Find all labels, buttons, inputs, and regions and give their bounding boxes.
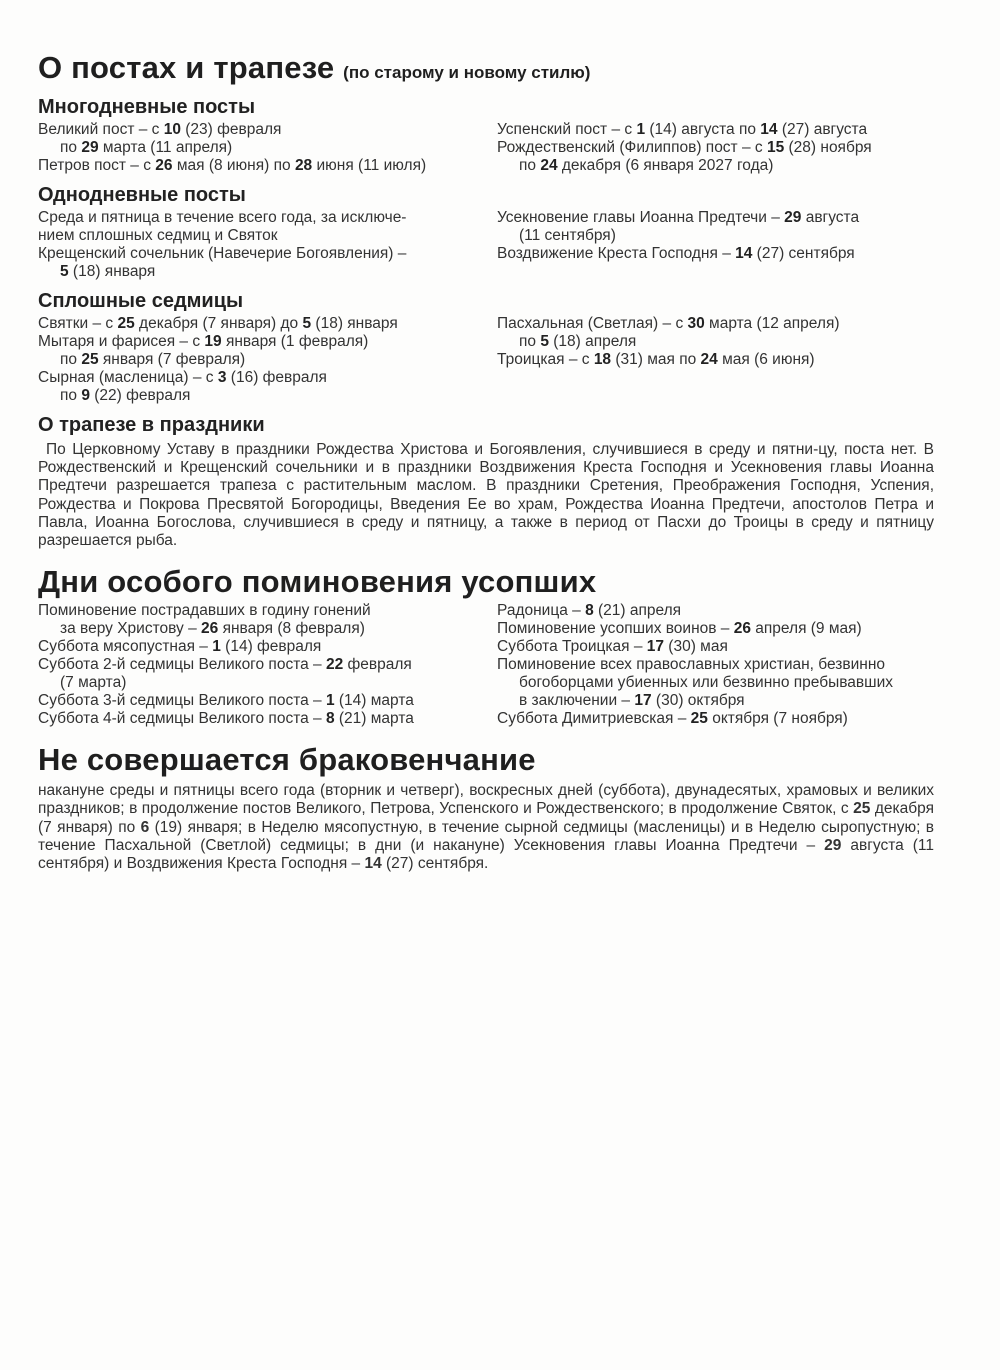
bold-number: 25 [117, 315, 135, 332]
list-item-line: Среда и пятница в течение всего года, за исключе- [38, 209, 407, 226]
list-item-line: по 29 марта (11 апреля) [60, 139, 233, 156]
continuous-weeks-list [38, 315, 934, 405]
list-item [38, 245, 475, 281]
multi-day-fasts-list [38, 121, 934, 175]
weeks-right [497, 315, 934, 405]
list-item-line: нием сплошных седмиц и Святок [38, 227, 278, 244]
memorial-left [38, 602, 475, 728]
list-item-line: Сырная (масленица) – с 3 (16) февраля [38, 369, 327, 386]
bold-number: 30 [687, 315, 705, 332]
list-item-line: Усекновение главы Иоанна Предтечи – 29 августа [497, 209, 860, 226]
list-item [38, 710, 475, 728]
list-item [38, 157, 475, 175]
list-item-line: по 5 (18) апреля [519, 333, 637, 350]
bold-number: 5 [60, 263, 69, 280]
bold-number: 24 [700, 351, 718, 368]
bold-number: 28 [294, 157, 313, 174]
list-item-line: по 9 (22) февраля [60, 387, 191, 404]
list-item-line: Рождественский (Филиппов) пост – с 15 (28) ноября [497, 139, 872, 156]
single-day-fasts-heading: Однодневные посты [38, 184, 246, 206]
list-item-line: Святки – с 25 декабря (7 января) до 5 (18) января [38, 315, 398, 332]
list-item-line: (11 сентября) [519, 227, 616, 244]
list-item [497, 139, 934, 175]
list-item [497, 638, 934, 656]
single-left [38, 209, 475, 281]
multi-right [497, 121, 934, 175]
list-item [38, 638, 475, 656]
list-item [38, 333, 475, 369]
bold-number: 6 [140, 818, 150, 836]
bold-number: 29 [824, 836, 842, 854]
list-item-line: Крещенский сочельник (Навечерие Богоявления) – [38, 245, 407, 262]
bold-number: 19 [204, 333, 222, 350]
memorial-right [497, 602, 934, 728]
list-item [497, 245, 934, 263]
bold-number: 5 [302, 315, 312, 332]
bold-number: 1 [636, 121, 646, 138]
bold-number: 18 [593, 351, 612, 368]
single-day-fasts-list [38, 209, 934, 281]
list-item-line: (7 марта) [60, 674, 127, 692]
list-item-line: в заключении – 17 (30) октября [519, 692, 745, 710]
bold-number: 5 [540, 333, 549, 350]
list-item-line: Суббота 4-й седмицы Великого поста – 8 (21) марта [38, 710, 414, 728]
list-item-line: Суббота мясопустная – 1 (14) февраля [38, 638, 322, 656]
list-item-line: Радоница – 8 (21) апреля [497, 602, 682, 620]
list-item [38, 121, 475, 157]
list-item-line: Троицкая – с 18 (31) мая по 24 мая (6 июня) [497, 351, 815, 368]
list-item [497, 121, 934, 139]
multi-left [38, 121, 475, 175]
multi-day-fasts-heading: Многодневные посты [38, 96, 256, 118]
bold-number: 15 [766, 139, 785, 156]
list-item [497, 209, 934, 245]
wedding-paragraph: накануне среды и пятницы всего года (вторник и четверг), воскресных дней (суббота), двунадесятых, храмовых и великих праздников; в продолжение постов Великого, Петрова, Успенского и Рождественского; в продолжение Святок, с 25 декабря (7 января) по 6 (19) января; в Неделю мясопустную, в течение сырной седмицы (масленицы) и в Неделю сыропустную; в течение Пасхальной (Светлой) седмицы; в дни (и накануне) Усекновения главы Иоанна Предтечи – 29 августа (11 сентября) и Воздвижения Креста Господня – 14 (27) сентября. [38, 782, 935, 873]
bold-number: 25 [81, 351, 99, 368]
list-item [497, 315, 934, 351]
bold-number: 29 [784, 209, 802, 226]
list-item-line: Суббота Троицкая – 17 (30) мая [497, 638, 728, 656]
list-item-line: Суббота 2-й седмицы Великого поста – 22 февраля [38, 656, 412, 674]
list-item [497, 710, 934, 728]
bold-number: 10 [163, 121, 181, 138]
list-item-line: Мытаря и фарисея – с 19 января (1 февраля) [38, 333, 369, 350]
list-item-line: Суббота 3-й седмицы Великого поста – 1 (14) марта [38, 692, 414, 710]
bold-number: 14 [760, 121, 778, 138]
single-right [497, 209, 934, 281]
fasts-title: О постах и трапезе (по старому и новому стилю) [38, 50, 591, 85]
bold-number: 26 [201, 620, 219, 638]
list-item-line: Поминовение усопших воинов – 26 апреля (9 мая) [497, 620, 862, 638]
meal-paragraph: По Церковному Уставу в праздники Рождества Христова и Богоявления, случившиеся в среду и пятни-цу, поста нет. В Рождественский и Крещенский сочельники и в праздники Воздвижения Креста Господня и Усекновения главы Иоанна Предтечи разрешается трапеза с растительным маслом. В праздники Сретения, Преображения Господня, Успения, Рождества и Покрова Пресвятой Богородицы, Введения Ее во храм, Рождества Иоанна Предтечи, апостолов Петра и Павла, Иоанна Богослова, случившиеся в среду и пятницу, а также в период от Пасхи до Троицы в среду и пятницу разрешается рыба. [38, 441, 934, 550]
continuous-weeks-heading: Сплошные седмицы [38, 290, 244, 312]
bold-number: 24 [540, 157, 558, 174]
list-item [497, 656, 934, 710]
bold-number: 9 [81, 387, 90, 404]
fasts-subtitle: (по старому и новому стилю) [343, 63, 591, 82]
bold-number: 26 [155, 157, 173, 174]
bold-number: 14 [735, 245, 753, 262]
list-item-line: богоборцами убиенных или безвинно пребывавших [519, 674, 893, 692]
list-item-line: 5 (18) января [60, 263, 156, 280]
list-item [38, 369, 475, 405]
list-item [38, 692, 475, 710]
bold-number: 17 [634, 692, 652, 710]
list-item-line: за веру Христову – 26 января (8 февраля) [60, 620, 365, 638]
weeks-left [38, 315, 475, 405]
list-item [38, 315, 475, 333]
list-item-line: по 25 января (7 февраля) [60, 351, 246, 368]
bold-number: 25 [853, 800, 871, 818]
bold-number: 26 [733, 620, 751, 638]
wedding-title: Не совершается браковенчание [38, 742, 536, 778]
list-item-line: Поминовение всех православных христиан, безвинно [497, 656, 885, 674]
bold-number: 14 [364, 855, 382, 873]
meal-heading: О трапезе в праздники [38, 414, 265, 436]
memorial-title: Дни особого поминовения усопших [38, 564, 597, 600]
list-item [38, 656, 475, 692]
list-item [497, 602, 934, 620]
bold-number: 1 [212, 638, 221, 656]
bold-number: 8 [585, 602, 594, 620]
bold-number: 1 [325, 692, 335, 710]
memorial-list [38, 602, 934, 728]
bold-number: 17 [646, 638, 664, 656]
document-page [38, 48, 934, 873]
list-item-line: Успенский пост – с 1 (14) августа по 14 (27) августа [497, 121, 868, 138]
bold-number: 25 [690, 710, 708, 728]
list-item [38, 602, 475, 638]
list-item-line: Воздвижение Креста Господня – 14 (27) сентября [497, 245, 855, 262]
list-item-line: Суббота Димитриевская – 25 октября (7 ноября) [497, 710, 848, 728]
list-item [497, 620, 934, 638]
list-item-line: по 24 декабря (6 января 2027 года) [519, 157, 774, 174]
list-item-line: Поминовение пострадавших в годину гонений [38, 602, 371, 620]
bold-number: 22 [325, 656, 344, 674]
bold-number: 29 [81, 139, 99, 156]
list-item [38, 209, 475, 245]
bold-number: 8 [325, 710, 335, 728]
list-item-line: Пасхальная (Светлая) – с 30 марта (12 апреля) [497, 315, 840, 332]
bold-number: 3 [217, 369, 227, 386]
list-item [497, 351, 934, 369]
list-item-line: Петров пост – с 26 мая (8 июня) по 28 июня (11 июля) [38, 157, 427, 174]
list-item-line: Великий пост – с 10 (23) февраля [38, 121, 282, 138]
